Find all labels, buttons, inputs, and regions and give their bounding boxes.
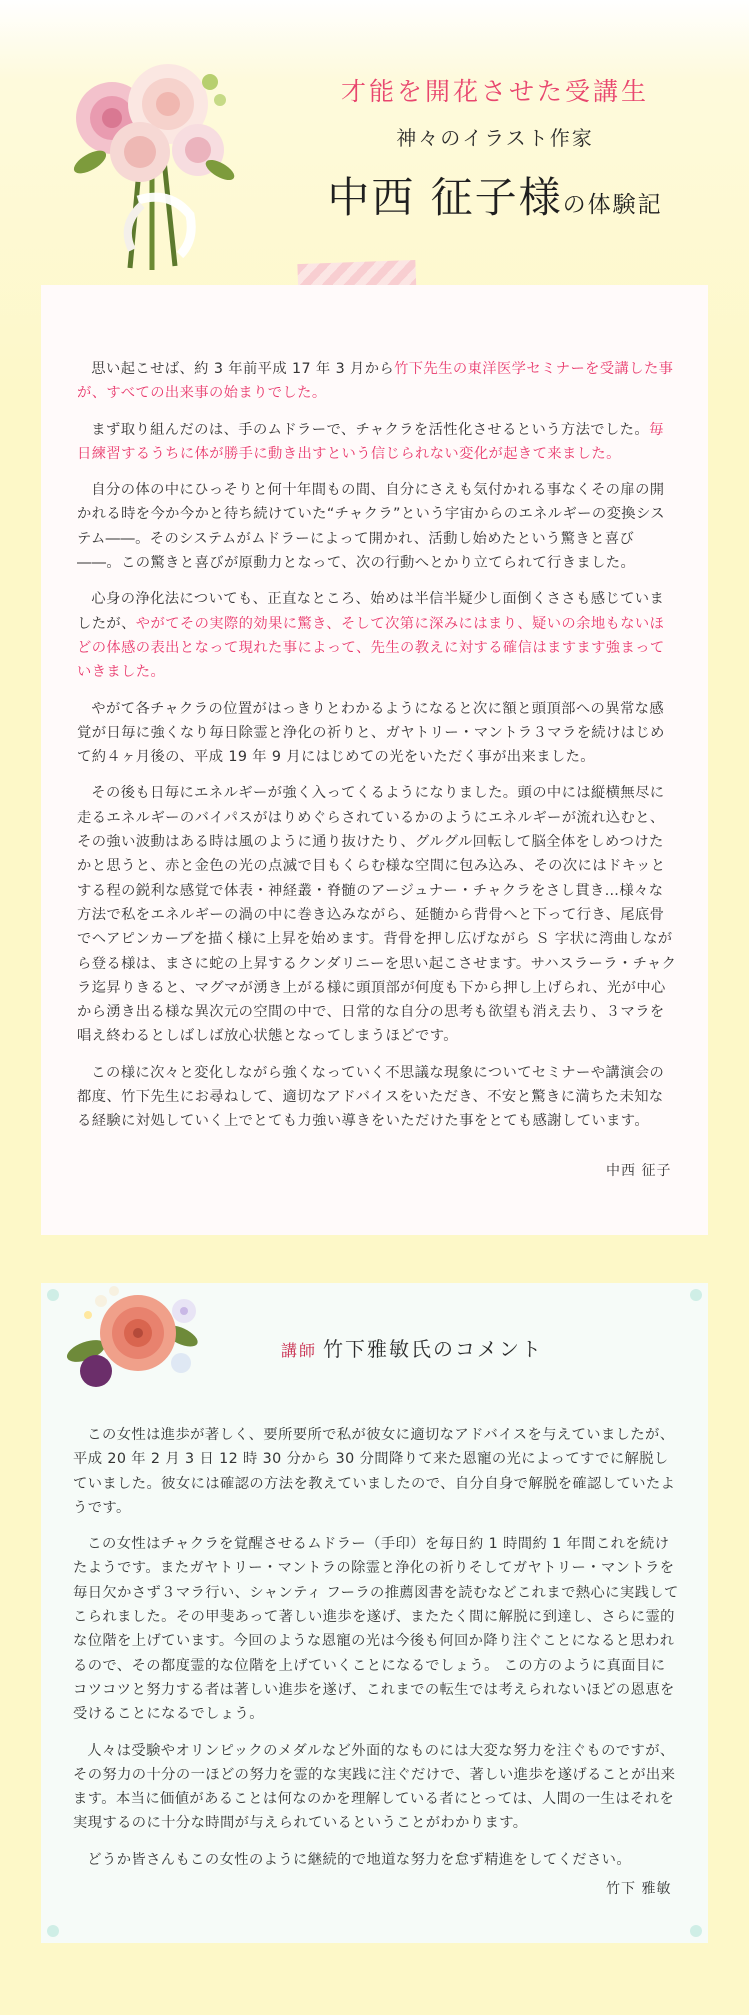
comment-paragraph: この女性はチャクラを覚醒させるムドラー（手印）を毎日約 1 時間約 1 年間これを続けたようです。またガヤトリー・マントラの除霊と浄化の祈りそしてガヤトリー・マントラを毎日欠かさず３マラ行い、シャンティ フーラの推薦図書を読むなどこれまで熱心に実践してこられました。その甲斐あって著しい進歩を遂げ、またたく間に解脱に到達し、さらに霊的な位階を上げています。今回のような恩寵の光は今後も何回か降り注ぐことになると思われるので、その都度霊的な位階を上げていくことになるでしょう。 この方のように真面目にコツコツと努力する者は著しい進歩を遂げ、これまでの転生では考えられないほどの恩恵を受けることになるでしょう。 xyxy=(73,1536,679,1723)
page-title xyxy=(270,165,720,225)
comment-paragraph: 人々は受験やオリンピックのメダルなど外面的なものには大変な努力を注ぐものですが、その努力の十分の一ほどの努力を霊的な実践に注ぐだけで、著しい進歩を遂げることが出来ます。本当に価値があることは何なのかを理解している者にとっては、人間の一生はそれを実現するのに十分な時間が与えられているということがわかります。 xyxy=(73,1742,676,1832)
testimonial-paragraph xyxy=(77,418,677,467)
highlighted-text: やがてその実際的効果に驚き、そして次第に深みにはまり、疑いの余地もないほどの体感の表出となって現れた事によって、先生の教えに対する確信はますます強まっていきました。 xyxy=(77,615,665,681)
paragraph-text: まず取り組んだのは、手のムドラーで、チャクラを活性化させるという方法でした。 xyxy=(91,421,650,438)
testimonial-body xyxy=(77,357,677,1146)
testimonial-paragraph xyxy=(77,1061,677,1134)
testimonial-paragraph xyxy=(77,587,677,684)
comment-paragraph: この女性は進歩が著しく、要所要所で私が彼女に適切なアドバイスを与えていましたが、平成 20 年 2 月 3 日 12 時 30 分から 30 分間降りて来た恩寵の光によってすでに解脱していました。彼女には確認の方法を教えていましたので、自分自身で解脱を確認していたようです。 xyxy=(73,1427,676,1516)
instructor-comment-card xyxy=(41,1283,708,1943)
title-block xyxy=(270,72,720,225)
title-suffix: の体験記 xyxy=(562,192,663,218)
paragraph-text: やがて各チャクラの位置がはっきりとわかるようになると次に額と頭頂部への異常な感覚が日毎に強くなり毎日除霊と浄化の祈りと、ガヤトリー・マントラ３マラを続けはじめて約４ヶ月後の、平成 19 年 9 月にはじめての光をいただく事が出来ました。 xyxy=(77,700,665,766)
comment-body xyxy=(73,1423,679,1884)
comment-role: 講師 xyxy=(281,1341,318,1360)
corner-dot xyxy=(47,1289,59,1301)
paragraph-text: 思い起こせば、約 3 年前平成 17 年 3 月から xyxy=(91,361,395,377)
person-name: 中西 征子様 xyxy=(327,173,563,222)
testimonial-paragraph xyxy=(77,697,677,770)
paragraph-text: 心身の浄化法についても、正直なところ、始めは半信半疑少し面倒くささも感じていましたが、 xyxy=(77,591,665,632)
comment-paragraph: どうか皆さんもこの女性のように継続的で地道な努力を怠ず精進をしてください。 xyxy=(87,1851,632,1868)
paragraph-text: その後も日毎にエネルギーが強く入ってくるようになりました。頭の中には縦横無尽に走るエネルギーのバイパスがはりめぐらされているかのようにエネルギーが流れ込むと、その強い波動はある時は風のように通り抜けたり、グルグル回転して脳全体をしめつけたかと思うと、赤と金色の光の点滅で目もくらむ様な空間に包み込み、その次にはドキッとする程の鋭利な感覚で体表・神経叢・脊髄のアージュナー・チャクラをさし貫き…様々な方法で私をエネルギーの渦の中に巻き込みながら、延髄から背骨へと下って行き、尾底骨でヘアピンカーブを描く様に上昇を始めます。背骨を押し広げながら Ｓ 字状に湾曲しながら登る様は、まさに蛇の上昇するクンダリニーを思い起こさせます。サハスラーラ・チャクラ迄昇りきると、マグマが湧き上がる様に頭頂部が何度も下から押し上げられ、光が中心から湧き出る様な異次元の空間の中で、日常的な自分の思考も欲望も消え去り、３マラを唱え終わるとしばしば放心状態となってしまうほどです。 xyxy=(77,785,677,1045)
page-header xyxy=(0,0,749,280)
subtitle-talent: 才能を開花させた受講生 xyxy=(340,77,649,106)
testimonial-card xyxy=(41,285,708,1235)
corner-dot xyxy=(690,1289,702,1301)
flower-bouquet-illustration xyxy=(66,1271,201,1391)
highlighted-text: 竹下先生の東洋医学セミナーを受講した事が、すべての出来事の始まりでした。 xyxy=(77,361,674,402)
corner-dot xyxy=(47,1925,59,1937)
comment-signature: 竹下 雅敏 xyxy=(606,1881,672,1897)
testimonial-paragraph xyxy=(77,478,677,575)
subtitle-illustrator: 神々のイラスト作家 xyxy=(396,126,594,150)
corner-dot xyxy=(690,1925,702,1937)
comment-heading: 竹下雅敏氏のコメント xyxy=(323,1337,544,1361)
highlighted-text: 毎日練習するうちに体が勝手に動き出すという信じられない変化が起きて来ました。 xyxy=(77,421,664,462)
paragraph-text: 自分の体の中にひっそりと何十年間もの間、自分にさえも気付かれる事なくその扉の開かれる時を今か今かと待ち続けていた“チャクラ”という宇宙からのエネルギーの変換システム――。そのシステムがムドラーによって開かれ、活動し始めたという驚きと喜び――。この驚きと喜びが原動力となって、次の行動へとかり立てられて行きました。 xyxy=(77,482,665,572)
comment-title xyxy=(281,1333,543,1362)
testimonial-paragraph xyxy=(77,781,677,1048)
paragraph-text: この様に次々と変化しながら強くなっていく不思議な現象についてセミナーや講演会の都度、竹下先生にお尋ねして、適切なアドバイスをいただき、不安と驚きに満ちた未知なる経験に対処していく上でとても力強い導きをいただけた事をとても感謝しています。 xyxy=(77,1064,665,1130)
testimonial-paragraph xyxy=(77,357,677,406)
rose-bouquet-illustration xyxy=(60,40,240,270)
testimonial-signature: 中西 征子 xyxy=(606,1163,672,1179)
